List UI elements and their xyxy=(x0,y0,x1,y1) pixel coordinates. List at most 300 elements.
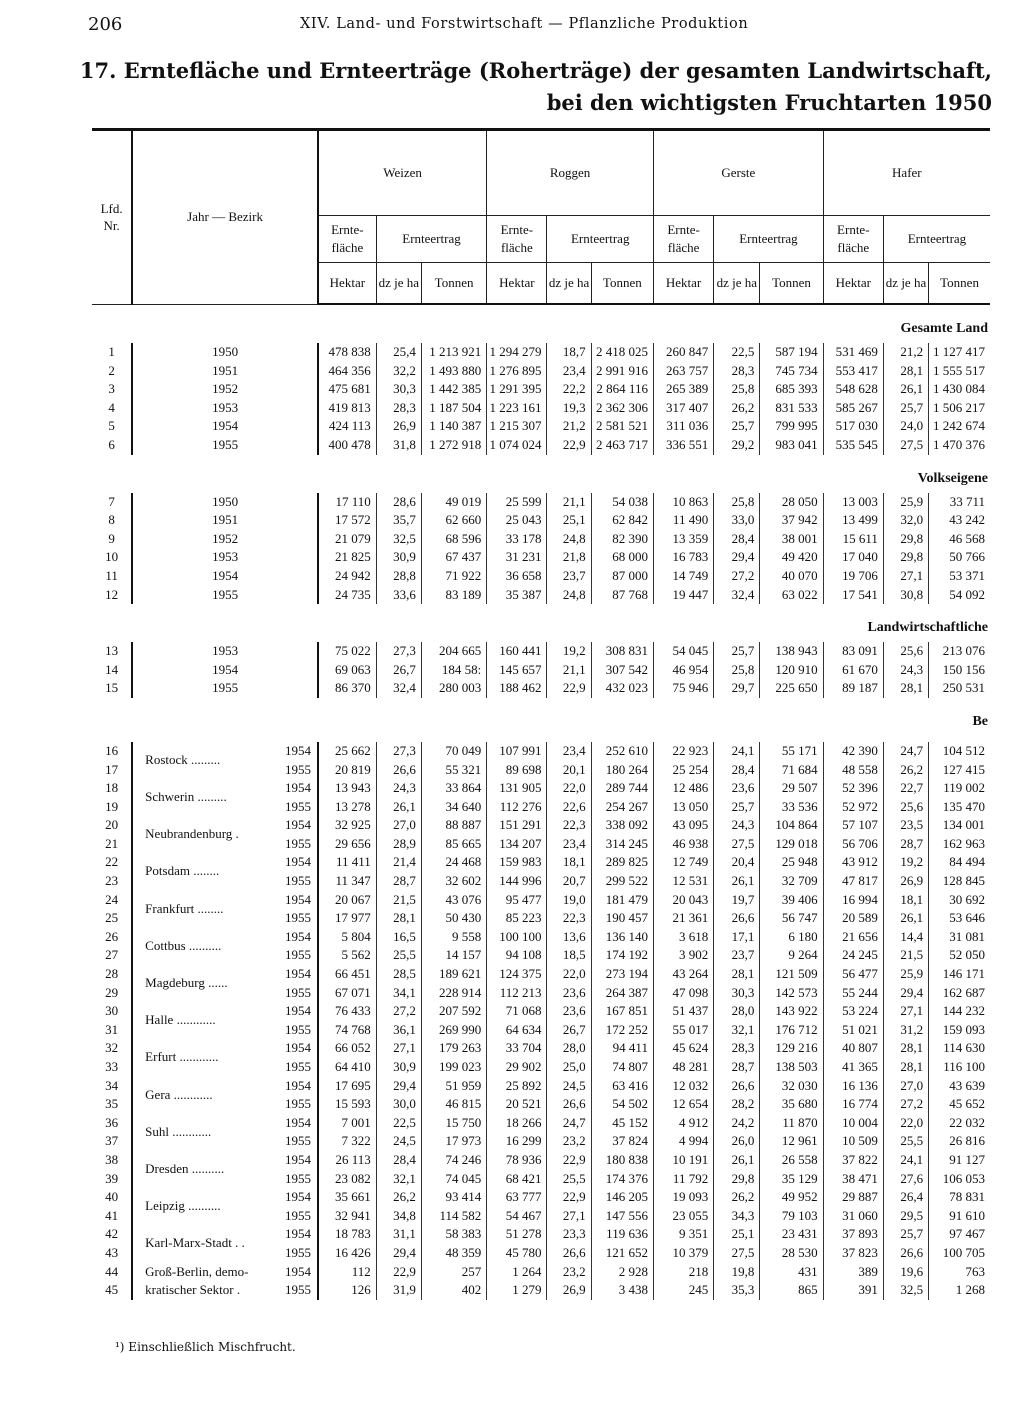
row-year: 1954 xyxy=(284,854,311,870)
row-number: 26 xyxy=(105,928,119,944)
bezirk-cell xyxy=(132,1095,318,1114)
row-year: 1955 xyxy=(132,586,318,605)
table-cell: 54 092 xyxy=(929,586,990,605)
row-number: 9 xyxy=(108,530,115,546)
row-year: 1955 xyxy=(284,1021,311,1037)
table-cell: 119 002 xyxy=(929,779,990,798)
row-number: 36 xyxy=(105,1114,119,1130)
row-number: 23 xyxy=(105,873,119,889)
table-cell: 87 768 xyxy=(591,586,653,605)
table-cell: 134 001 xyxy=(929,816,990,835)
table-cell: 25,9 xyxy=(883,493,928,512)
table-cell: 23,6 xyxy=(714,779,760,798)
table-cell: 18,5 xyxy=(547,946,591,965)
table-cell: 16 426 xyxy=(318,1244,376,1263)
table-cell: 32,4 xyxy=(376,679,421,698)
table-cell: 28,1 xyxy=(714,965,760,984)
bezirk-cell xyxy=(132,891,318,916)
table-cell: 112 213 xyxy=(487,984,547,1003)
table-cell: 33,0 xyxy=(714,511,760,530)
row-year: 1954 xyxy=(284,1003,311,1019)
table-cell: 799 995 xyxy=(760,417,823,436)
row-number: 4 xyxy=(108,399,115,415)
table-row xyxy=(92,1021,990,1040)
table-cell: 179 263 xyxy=(421,1039,486,1058)
table-cell: 13,6 xyxy=(547,928,591,947)
bezirk-cell xyxy=(132,1244,318,1263)
row-year: 1955 xyxy=(284,798,311,814)
table-cell: 2 991 916 xyxy=(591,362,653,381)
table-cell: 27,2 xyxy=(714,567,760,586)
table-cell: 28,7 xyxy=(714,1058,760,1077)
table-cell: 391 xyxy=(823,1281,883,1300)
table-cell: 64 634 xyxy=(487,1021,547,1040)
table-title-line2: bei den wichtigsten Fruchtarten 1950 xyxy=(546,90,992,115)
table-cell: 33 864 xyxy=(421,779,486,798)
table-row xyxy=(92,1244,990,1263)
table-cell: 26 816 xyxy=(929,1132,990,1151)
table-cell: 131 905 xyxy=(487,779,547,798)
table-cell: 22,5 xyxy=(376,1114,421,1133)
table-cell: 35 680 xyxy=(760,1095,823,1114)
table-cell: 9 264 xyxy=(760,946,823,965)
table-cell: 207 592 xyxy=(421,1002,486,1021)
row-number: 15 xyxy=(105,680,119,696)
crop-header-roggen: Roggen xyxy=(487,130,654,216)
table-cell: 21,2 xyxy=(547,417,591,436)
table-cell: 28 530 xyxy=(760,1244,823,1263)
table-cell: 43 076 xyxy=(421,891,486,910)
table-cell: 10 863 xyxy=(653,493,713,512)
table-cell: 25,5 xyxy=(883,1132,928,1151)
table-cell: 12 032 xyxy=(653,1077,713,1096)
table-cell: 13 050 xyxy=(653,798,713,817)
table-cell: 865 xyxy=(760,1281,823,1300)
table-cell: 26,7 xyxy=(547,1021,591,1040)
table-cell: 58 383 xyxy=(421,1225,486,1244)
table-cell: 70 049 xyxy=(421,742,486,761)
table-cell: 20,1 xyxy=(547,761,591,780)
table-cell: 9 558 xyxy=(421,928,486,947)
ernteertrag-header: Ernteertrag xyxy=(714,216,823,263)
table-cell: 43 095 xyxy=(653,816,713,835)
table-cell: 32 602 xyxy=(421,872,486,891)
table-cell: 25,9 xyxy=(883,965,928,984)
table-cell: 31,1 xyxy=(376,1225,421,1244)
table-cell: 190 457 xyxy=(591,909,653,928)
crop-header-weizen: Weizen xyxy=(318,130,487,216)
table-cell: 25,1 xyxy=(714,1225,760,1244)
table-cell: 31,2 xyxy=(883,1021,928,1040)
row-year: 1955 xyxy=(284,1170,311,1186)
table-cell: 28,3 xyxy=(714,1039,760,1058)
table-cell: 22,2 xyxy=(547,380,591,399)
table-cell: 548 628 xyxy=(823,380,883,399)
table-row xyxy=(92,984,990,1003)
table-cell: 26,6 xyxy=(714,909,760,928)
table-cell: 23,7 xyxy=(714,946,760,965)
table-cell: 28,3 xyxy=(376,399,421,418)
table-cell: 28,4 xyxy=(714,530,760,549)
table-cell: 299 522 xyxy=(591,872,653,891)
table-cell: 26,2 xyxy=(714,399,760,418)
table-cell: 48 558 xyxy=(823,761,883,780)
table-cell: 20 067 xyxy=(318,891,376,910)
table-row xyxy=(92,891,990,910)
table-cell: 61 670 xyxy=(823,661,883,680)
table-cell: 23,4 xyxy=(547,362,591,381)
table-cell: 26,1 xyxy=(714,872,760,891)
table-cell: 20 819 xyxy=(318,761,376,780)
row-number: 5 xyxy=(108,418,115,434)
bezirk-cell xyxy=(132,1263,318,1282)
footnote: ¹) Einschließlich Mischfrucht. xyxy=(115,1340,296,1354)
row-year: 1954 xyxy=(284,1226,311,1242)
table-cell: 24,7 xyxy=(547,1114,591,1133)
table-cell: 15 611 xyxy=(823,530,883,549)
table-cell: 32,1 xyxy=(376,1170,421,1189)
table-cell: 21 656 xyxy=(823,928,883,947)
section-heading: Be xyxy=(972,713,988,729)
table-body xyxy=(92,304,990,1300)
table-cell: 43 242 xyxy=(929,511,990,530)
table-cell: 18,1 xyxy=(547,853,591,872)
table-cell: 112 276 xyxy=(487,798,547,817)
table-cell: 25,7 xyxy=(714,417,760,436)
bezirk-name: Halle ............ xyxy=(145,1012,216,1028)
table-cell: 32,0 xyxy=(883,511,928,530)
table-row xyxy=(92,362,990,381)
table-cell: 517 030 xyxy=(823,417,883,436)
table-cell: 317 407 xyxy=(653,399,713,418)
table-cell: 28,1 xyxy=(883,362,928,381)
table-cell: 25 948 xyxy=(760,853,823,872)
table-cell: 280 003 xyxy=(421,679,486,698)
table-cell: 1 555 517 xyxy=(929,362,990,381)
table-cell: 180 838 xyxy=(591,1151,653,1170)
table-cell: 19,7 xyxy=(714,891,760,910)
data-table xyxy=(92,128,990,1300)
row-number: 32 xyxy=(105,1040,119,1056)
bezirk-cell xyxy=(132,946,318,965)
table-cell: 88 887 xyxy=(421,816,486,835)
table-cell: 11 411 xyxy=(318,853,376,872)
table-cell: 28,3 xyxy=(714,362,760,381)
table-cell: 56 477 xyxy=(823,965,883,984)
row-year: 1954 xyxy=(284,891,311,907)
row-number: 35 xyxy=(105,1096,119,1112)
bezirk-name: Erfurt ............ xyxy=(145,1049,219,1065)
table-cell: 29 902 xyxy=(487,1058,547,1077)
table-cell: 41 365 xyxy=(823,1058,883,1077)
table-cell: 31,8 xyxy=(376,436,421,455)
table-cell: 25,5 xyxy=(376,946,421,965)
table-cell: 23,4 xyxy=(547,835,591,854)
table-cell: 7 001 xyxy=(318,1114,376,1133)
bezirk-name: Karl-Marx-Stadt . . xyxy=(145,1235,245,1251)
table-cell: 25,5 xyxy=(547,1170,591,1189)
row-year: 1954 xyxy=(284,1114,311,1130)
table-cell: 104 864 xyxy=(760,816,823,835)
table-cell: 17 040 xyxy=(823,548,883,567)
table-cell: 135 470 xyxy=(929,798,990,817)
table-cell: 47 098 xyxy=(653,984,713,1003)
table-cell: 62 660 xyxy=(421,511,486,530)
table-row xyxy=(92,761,990,780)
tonnen-header: Tonnen xyxy=(929,263,990,305)
table-cell: 83 189 xyxy=(421,586,486,605)
table-cell: 38 471 xyxy=(823,1170,883,1189)
table-cell: 43 912 xyxy=(823,853,883,872)
table-cell: 1 213 921 xyxy=(421,343,486,362)
table-cell: 28,1 xyxy=(883,679,928,698)
table-cell: 74 807 xyxy=(591,1058,653,1077)
bezirk-cell xyxy=(132,1225,318,1251)
table-cell: 26,2 xyxy=(376,1188,421,1207)
table-cell: 22,0 xyxy=(547,779,591,798)
dz-je-ha-header: dz je ha xyxy=(376,263,421,305)
table-cell: 32 709 xyxy=(760,872,823,891)
table-cell: 17 977 xyxy=(318,909,376,928)
table-cell: 585 267 xyxy=(823,399,883,418)
table-cell: 23,6 xyxy=(547,1002,591,1021)
table-cell: 10 379 xyxy=(653,1244,713,1263)
table-cell: 29 656 xyxy=(318,835,376,854)
table-cell: 24,8 xyxy=(547,586,591,605)
ernteertrag-header: Ernteertrag xyxy=(883,216,990,263)
table-cell: 52 972 xyxy=(823,798,883,817)
table-cell: 35 661 xyxy=(318,1188,376,1207)
table-cell: 5 804 xyxy=(318,928,376,947)
table-cell: 29,4 xyxy=(376,1077,421,1096)
table-cell: 184 58: xyxy=(421,661,486,680)
table-cell: 26,1 xyxy=(883,380,928,399)
table-cell: 55 017 xyxy=(653,1021,713,1040)
table-row xyxy=(92,928,990,947)
table-cell: 27,1 xyxy=(547,1207,591,1226)
table-cell: 26,9 xyxy=(883,872,928,891)
table-cell: 311 036 xyxy=(653,417,713,436)
table-cell: 19,3 xyxy=(547,399,591,418)
table-cell: 264 387 xyxy=(591,984,653,1003)
table-cell: 23,7 xyxy=(547,567,591,586)
table-cell: 14 749 xyxy=(653,567,713,586)
row-year: 1950 xyxy=(132,343,318,362)
row-number: 33 xyxy=(105,1059,119,1074)
table-cell: 32,5 xyxy=(883,1281,928,1300)
table-cell: 53 646 xyxy=(929,909,990,928)
table-cell: 225 650 xyxy=(760,679,823,698)
table-cell: 40 070 xyxy=(760,567,823,586)
table-cell: 51 437 xyxy=(653,1002,713,1021)
table-cell: 26,1 xyxy=(376,798,421,817)
row-year: 1952 xyxy=(132,530,318,549)
table-cell: 181 479 xyxy=(591,891,653,910)
table-cell: 6 180 xyxy=(760,928,823,947)
table-cell: 97 467 xyxy=(929,1225,990,1244)
table-cell: 289 744 xyxy=(591,779,653,798)
table-cell: 28,4 xyxy=(376,1151,421,1170)
table-cell: 1 187 504 xyxy=(421,399,486,418)
bezirk-name: Suhl ............ xyxy=(145,1123,212,1139)
table-row xyxy=(92,1114,990,1133)
table-cell: 29 887 xyxy=(823,1188,883,1207)
table-cell: 100 100 xyxy=(487,928,547,947)
table-cell: 62 842 xyxy=(591,511,653,530)
lfd-nr-header: Lfd. Nr. xyxy=(92,130,132,305)
table-cell: 51 278 xyxy=(487,1225,547,1244)
row-number: 28 xyxy=(105,966,119,982)
bezirk-cell xyxy=(132,909,318,928)
table-cell: 10 004 xyxy=(823,1114,883,1133)
bezirk-cell xyxy=(132,1132,318,1151)
table-cell: 21,8 xyxy=(547,548,591,567)
table-cell: 85 665 xyxy=(421,835,486,854)
table-cell: 25,8 xyxy=(714,493,760,512)
table-cell: 24,3 xyxy=(883,661,928,680)
table-cell: 20,7 xyxy=(547,872,591,891)
row-number: 8 xyxy=(108,512,115,528)
table-cell: 314 245 xyxy=(591,835,653,854)
table-cell: 76 433 xyxy=(318,1002,376,1021)
table-cell: 29,8 xyxy=(883,530,928,549)
table-cell: 33 704 xyxy=(487,1039,547,1058)
table-cell: 28,8 xyxy=(376,567,421,586)
table-cell: 24 468 xyxy=(421,853,486,872)
bezirk-cell xyxy=(132,1021,318,1040)
table-cell: 33 536 xyxy=(760,798,823,817)
table-cell: 22,3 xyxy=(547,816,591,835)
dz-je-ha-header: dz je ha xyxy=(714,263,760,305)
row-number: 11 xyxy=(105,567,118,583)
table-cell: 11 347 xyxy=(318,872,376,891)
table-cell: 3 438 xyxy=(591,1281,653,1300)
table-row xyxy=(92,1002,990,1021)
table-row xyxy=(92,493,990,512)
table-cell: 25,7 xyxy=(883,1225,928,1244)
bezirk-cell xyxy=(132,816,318,842)
table-cell: 1 442 385 xyxy=(421,380,486,399)
page-number: 206 xyxy=(88,14,123,35)
table-cell: 23,2 xyxy=(547,1263,591,1282)
table-cell: 25,7 xyxy=(714,642,760,661)
table-cell: 116 100 xyxy=(929,1058,990,1077)
table-cell: 28,7 xyxy=(376,872,421,891)
table-cell: 189 621 xyxy=(421,965,486,984)
row-number: 20 xyxy=(105,817,119,833)
table-cell: 19,0 xyxy=(547,891,591,910)
table-cell: 129 018 xyxy=(760,835,823,854)
ernteertrag-header: Ernteertrag xyxy=(547,216,653,263)
table-cell: 68 421 xyxy=(487,1170,547,1189)
table-cell: 4 994 xyxy=(653,1132,713,1151)
table-cell: 25,4 xyxy=(376,343,421,362)
table-cell: 1 264 xyxy=(487,1263,547,1282)
row-number: 37 xyxy=(105,1133,119,1149)
table-row xyxy=(92,436,990,455)
row-number: 14 xyxy=(105,661,119,677)
table-cell: 30,3 xyxy=(714,984,760,1003)
row-number: 22 xyxy=(105,854,119,870)
table-cell: 28,2 xyxy=(714,1095,760,1114)
table-cell: 27,1 xyxy=(883,1002,928,1021)
row-year: 1955 xyxy=(284,1096,311,1112)
table-cell: 16 136 xyxy=(823,1077,883,1096)
bezirk-cell xyxy=(132,1039,318,1065)
table-cell: 87 000 xyxy=(591,567,653,586)
table-cell: 159 093 xyxy=(929,1021,990,1040)
table-cell: 176 712 xyxy=(760,1021,823,1040)
row-year: 1954 xyxy=(284,780,311,796)
table-cell: 2 581 521 xyxy=(591,417,653,436)
table-cell: 33,6 xyxy=(376,586,421,605)
table-cell: 587 194 xyxy=(760,343,823,362)
table-cell: 218 xyxy=(653,1263,713,1282)
table-cell: 28,1 xyxy=(883,1058,928,1077)
table-cell: 464 356 xyxy=(318,362,376,381)
table-cell: 27,5 xyxy=(883,436,928,455)
table-cell: 13 499 xyxy=(823,511,883,530)
table-cell: 389 xyxy=(823,1263,883,1282)
table-cell: 19,2 xyxy=(883,853,928,872)
table-row xyxy=(92,567,990,586)
table-cell: 22,9 xyxy=(547,1188,591,1207)
table-cell: 112 xyxy=(318,1263,376,1282)
table-cell: 28,4 xyxy=(714,761,760,780)
table-cell: 174 376 xyxy=(591,1170,653,1189)
bezirk-name: Schwerin ......... xyxy=(145,789,227,805)
table-cell: 89 698 xyxy=(487,761,547,780)
table-cell: 12 531 xyxy=(653,872,713,891)
table-cell: 24,1 xyxy=(883,1151,928,1170)
table-cell: 19 706 xyxy=(823,567,883,586)
row-year: 1955 xyxy=(284,947,311,963)
table-cell: 273 194 xyxy=(591,965,653,984)
table-cell: 475 681 xyxy=(318,380,376,399)
table-cell: 30,3 xyxy=(376,380,421,399)
table-cell: 23,4 xyxy=(547,742,591,761)
table-cell: 29,8 xyxy=(714,1170,760,1189)
table-cell: 1 215 307 xyxy=(487,417,547,436)
table-cell: 31 060 xyxy=(823,1207,883,1226)
table-cell: 15 750 xyxy=(421,1114,486,1133)
table-cell: 143 922 xyxy=(760,1002,823,1021)
table-cell: 138 503 xyxy=(760,1058,823,1077)
table-cell: 55 244 xyxy=(823,984,883,1003)
table-cell: 27,5 xyxy=(714,1244,760,1263)
table-cell: 24,5 xyxy=(547,1077,591,1096)
table-cell: 27,5 xyxy=(714,835,760,854)
tonnen-header: Tonnen xyxy=(421,263,486,305)
table-cell: 13 278 xyxy=(318,798,376,817)
bezirk-name: Dresden .......... xyxy=(145,1160,225,1176)
table-cell: 17 541 xyxy=(823,586,883,605)
table-cell: 24,3 xyxy=(714,816,760,835)
bezirk-name: Potsdam ........ xyxy=(145,863,220,879)
table-cell: 75 946 xyxy=(653,679,713,698)
table-row xyxy=(92,1058,990,1077)
table-cell: 172 252 xyxy=(591,1021,653,1040)
table-cell: 19 093 xyxy=(653,1188,713,1207)
row-year: 1950 xyxy=(132,493,318,512)
table-cell: 25,8 xyxy=(714,380,760,399)
bezirk-cell xyxy=(132,1207,318,1226)
table-cell: 138 943 xyxy=(760,642,823,661)
table-cell: 25,6 xyxy=(883,642,928,661)
table-cell: 338 092 xyxy=(591,816,653,835)
row-year: 1954 xyxy=(132,417,318,436)
table-cell: 91 127 xyxy=(929,1151,990,1170)
